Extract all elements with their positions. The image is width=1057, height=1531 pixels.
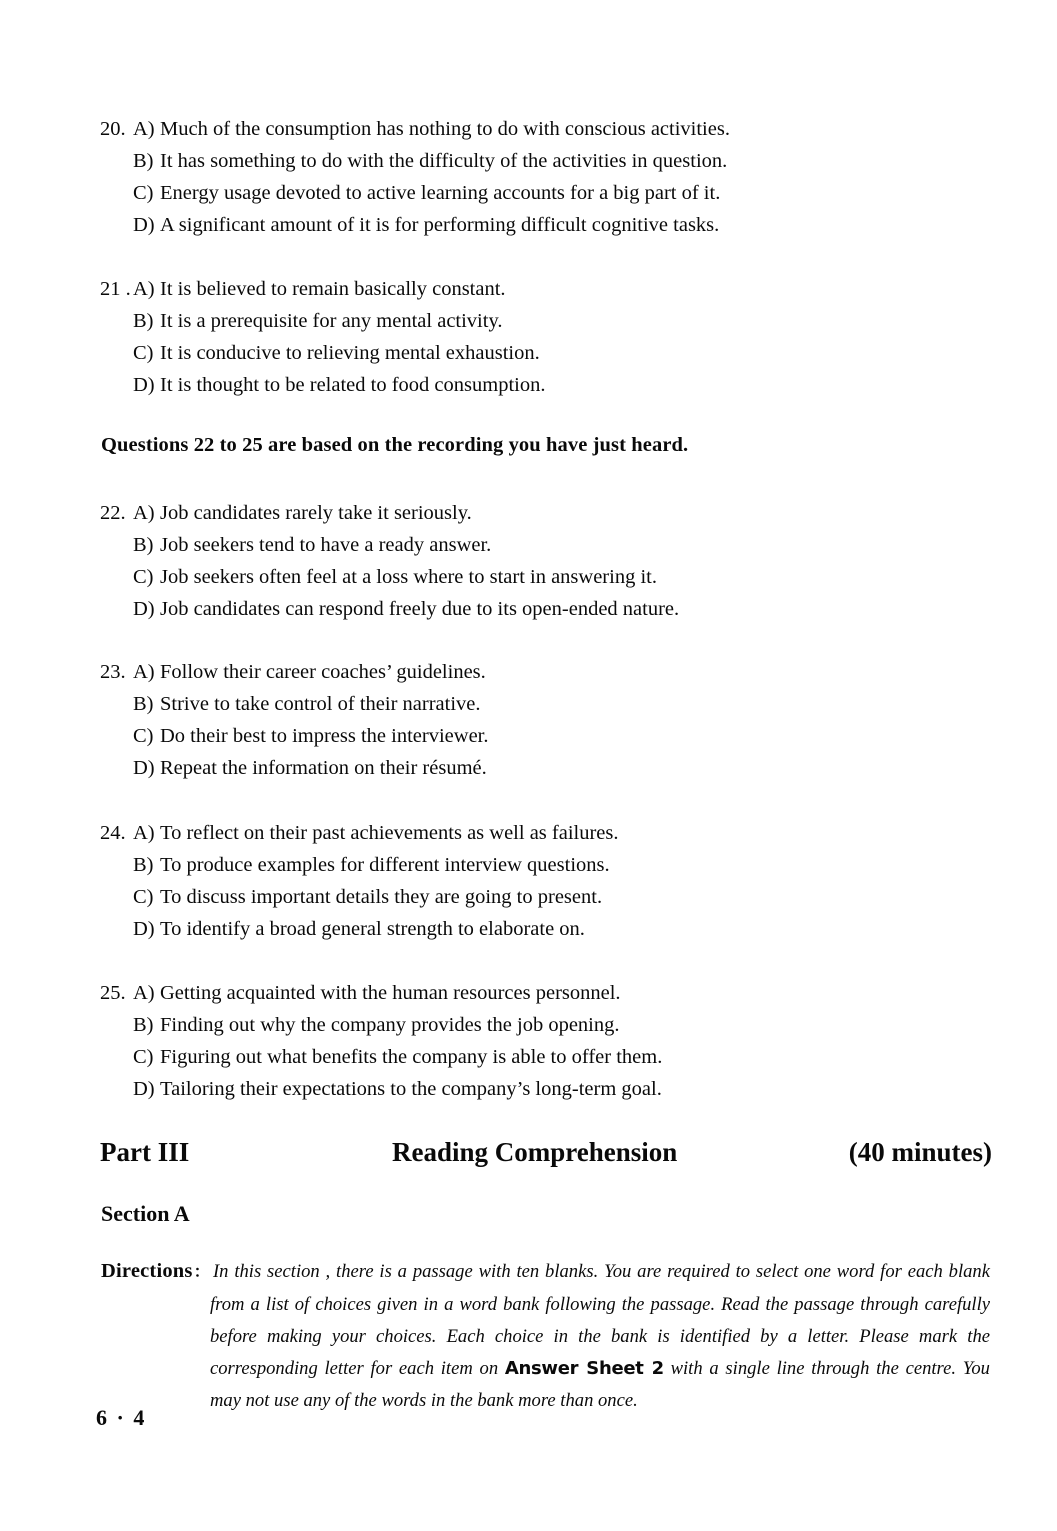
question-option-row <box>100 177 1000 209</box>
option-letter: D) <box>133 214 155 236</box>
directions-text-part-2: with a single line through the centre. You may not use any of the words in the bank more than once. <box>210 1358 990 1412</box>
question-option-row <box>100 273 1000 305</box>
question-option-row <box>100 656 1000 688</box>
option-text: To produce examples for different interview questions. <box>160 854 610 876</box>
option-text: Strive to take control of their narrative. <box>160 693 481 715</box>
question-option-row <box>100 1073 1000 1105</box>
option-letter: D) <box>133 598 155 620</box>
answer-sheet-emphasis: Answer Sheet 2 <box>504 1358 664 1380</box>
option-text: To identify a broad general strength to elaborate on. <box>160 918 585 940</box>
option-text: A significant amount of it is for performing difficult cognitive tasks. <box>160 214 720 236</box>
part-duration: (40 minutes) <box>848 1137 992 1167</box>
option-text: To discuss important details they are going to present. <box>160 886 603 908</box>
option-letter: D) <box>133 757 155 779</box>
question-option-row <box>100 209 1000 241</box>
option-text: Job candidates rarely take it seriously. <box>160 502 472 524</box>
option-letter: B) <box>133 310 154 332</box>
question-option-row <box>100 688 1000 720</box>
question-option-row <box>100 145 1000 177</box>
option-text: It is thought to be related to food consumption. <box>160 374 546 396</box>
page-footer: 6 · 4 <box>96 1405 147 1430</box>
option-letter: B) <box>133 534 154 556</box>
option-text: Job seekers tend to have a ready answer. <box>160 534 492 556</box>
option-letter: A) <box>133 822 155 844</box>
question-option-row <box>100 1009 1000 1041</box>
question-option-row <box>100 752 1000 784</box>
option-text: Follow their career coaches’ guidelines. <box>160 661 486 683</box>
question-option-row <box>100 881 1000 913</box>
option-letter: B) <box>133 1014 154 1036</box>
directions-text-part-1: In this section , there is a passage with ten blanks. You are required to select one word for each blank from a list of choices given in a word bank following the passage. Read the passage through carefully before making your choices. Each choice in the bank is identified by a letter. Please mark the corresponding letter for each item on <box>210 1260 990 1380</box>
option-text: It is believed to remain basically constant. <box>160 278 506 300</box>
option-letter: A) <box>133 982 155 1004</box>
option-text: Finding out why the company provides the job opening. <box>160 1014 620 1036</box>
question-number: 22. <box>100 502 126 524</box>
option-letter: C) <box>133 725 154 747</box>
question-number: 25. <box>100 982 126 1004</box>
option-letter: B) <box>133 150 154 172</box>
option-letter: C) <box>133 342 154 364</box>
option-text: To reflect on their past achievements as well as failures. <box>160 822 619 844</box>
option-letter: C) <box>133 566 154 588</box>
option-letter: A) <box>133 661 155 683</box>
question-option-row <box>100 977 1000 1009</box>
option-letter: C) <box>133 886 154 908</box>
option-letter: D) <box>133 1078 155 1100</box>
option-letter: A) <box>133 502 155 524</box>
directions-colon: ： <box>192 1263 211 1281</box>
question-option-row <box>100 369 1000 401</box>
option-text: It is conducive to relieving mental exhaustion. <box>160 342 540 364</box>
option-letter: A) <box>133 278 155 300</box>
option-letter: D) <box>133 374 155 396</box>
question-block-25 <box>100 977 1000 1105</box>
option-text: Job seekers often feel at a loss where to start in answering it. <box>160 566 657 588</box>
question-block-21 <box>100 273 1000 401</box>
question-block-22 <box>100 497 1000 625</box>
option-text: Figuring out what benefits the company is able to offer them. <box>160 1046 663 1068</box>
question-number: 23. <box>100 661 126 683</box>
option-letter: C) <box>133 1046 154 1068</box>
question-option-row <box>100 817 1000 849</box>
part-header <box>100 1131 992 1173</box>
question-option-row <box>100 305 1000 337</box>
question-option-row <box>100 337 1000 369</box>
question-block-24 <box>100 817 1000 945</box>
option-letter: B) <box>133 854 154 876</box>
question-option-row <box>100 561 1000 593</box>
question-option-row <box>100 113 1000 145</box>
questions-notice: Questions 22 to 25 are based on the recording you have just heard. <box>101 434 689 456</box>
option-text: Energy usage devoted to active learning accounts for a big part of it. <box>160 182 721 204</box>
question-number: 24. <box>100 822 126 844</box>
option-letter: A) <box>133 118 155 140</box>
question-option-row <box>100 497 1000 529</box>
directions-label: Directions <box>101 1259 193 1282</box>
question-option-row <box>100 913 1000 945</box>
question-block-23 <box>100 656 1000 784</box>
question-block-20 <box>100 113 1000 241</box>
question-option-row <box>100 1041 1000 1073</box>
question-number: 21 . <box>100 278 131 300</box>
question-option-row <box>100 849 1000 881</box>
directions-paragraph <box>101 1255 990 1418</box>
directions-block <box>101 1236 990 1436</box>
part-title: Reading Comprehension <box>392 1137 678 1167</box>
option-text: Do their best to impress the interviewer. <box>160 725 489 747</box>
option-text: Getting acquainted with the human resources personnel. <box>160 982 621 1004</box>
option-letter: B) <box>133 693 154 715</box>
option-letter: C) <box>133 182 154 204</box>
question-option-row <box>100 593 1000 625</box>
option-text: Tailoring their expectations to the company’s long-term goal. <box>160 1078 662 1100</box>
option-letter: D) <box>133 918 155 940</box>
option-text: It has something to do with the difficulty of the activities in question. <box>160 150 728 172</box>
option-text: Job candidates can respond freely due to its open-ended nature. <box>160 598 680 620</box>
option-text: It is a prerequisite for any mental activity. <box>160 310 503 332</box>
question-number: 20. <box>100 118 126 140</box>
question-option-row <box>100 529 1000 561</box>
option-text: Much of the consumption has nothing to do with conscious activities. <box>160 118 730 140</box>
part-label: Part III <box>100 1137 190 1167</box>
section-label: Section A <box>101 1201 190 1226</box>
question-option-row <box>100 720 1000 752</box>
option-text: Repeat the information on their résumé. <box>160 757 487 779</box>
